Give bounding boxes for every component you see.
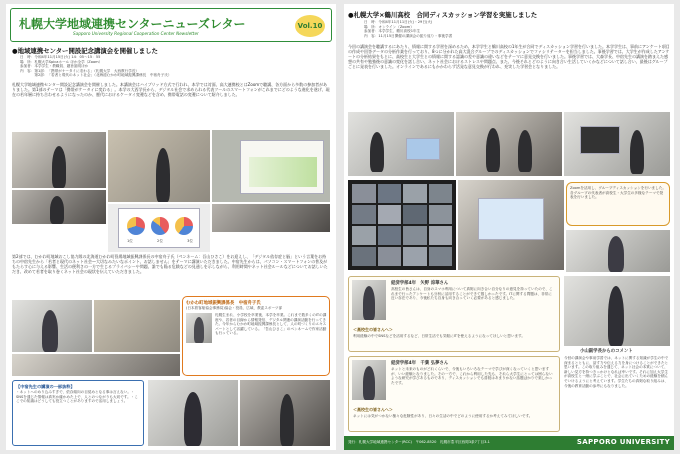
pie-chart	[175, 217, 193, 235]
survey-charts-photo	[108, 204, 210, 252]
meta-line: 第2部：「若者と現代のネット社会」（北海道むかわ町地域振興課係長 中宿舟子氏）	[20, 73, 172, 78]
classroom-monitor-photo	[564, 112, 670, 176]
zoom-callout	[566, 182, 670, 226]
newsletter-page-1	[6, 4, 336, 450]
slide-photo	[212, 130, 330, 202]
audience-wide-photo	[12, 354, 180, 376]
speaker-closing-photo	[240, 380, 330, 446]
lecture-photo	[12, 132, 106, 188]
comment-sub-body: 利用経験の中でSNSなどを活用するなど、日常生活でも気軽にITを使えるようになってほしいと思います。	[353, 334, 525, 338]
vp-comment-title: 小山副学長からのコメント	[580, 349, 633, 354]
vp-comment-body: 今回の講演会や事前学習では、ネットに関する知識が学生の中で深まるとともに、話す力や伝える力を身につけることができたと思います。この取り組みを通じて、ネット社会の本質について、新しい見方を持つきっかけとなれば幸いです。それに加え大学生が高校生と一緒に学ぶことで、社会に出ていくための経験を積んでいけるようにと考えています。学生たちの真剣な取り組みは、今後の教育活動の参考にもなりました。	[564, 356, 669, 388]
meta-line: 場 所：札幌大学Spicaホール ほか全学（Zoom）	[20, 59, 103, 64]
callout-text: Zoomを活用し、グループディスカッションを行いました。各グループの代表者が高校生・大学生の多様なテーマで発表を行いました。	[570, 186, 666, 200]
volume-badge: Vol.10	[295, 15, 325, 37]
student-photo	[352, 280, 386, 320]
notes-body: ・ネットへのめり込みすぎで、依存傾向の目覚めとなる事は言えない。・SNSを通じた情報は真実か確かめた上で、人とのつながりも大切です。・ここでの知識はどうしても役立つことがありますので活用しましょう。	[16, 390, 138, 404]
presentation-photo	[458, 180, 564, 270]
audience-photo	[212, 204, 330, 232]
speaker-portrait-photo	[12, 300, 92, 352]
student-photo	[352, 360, 386, 400]
profile-title: むかわ町地域振興課係長 中宿舟子氏	[186, 301, 261, 306]
event-meta	[20, 55, 240, 78]
vice-president-photo	[564, 276, 670, 346]
comment-subheading: ＜高校生の皆さんへ＞	[353, 407, 393, 412]
newsletter-page-2	[344, 4, 674, 450]
intro-paragraph: 札幌大学地域連携センター開設記念講演会を開催しました。本講演会はハイブリッド方式で行われ、本学では対面、高大連携校とはZoomで聴講、各方面から多数の参加者がありました。第1部のテーマは「携帯がケータイに変わる」。本学の大西学長から、デジタル社会で求められる代表ツールのスマートフォンがこれまでにどのような進化を遂げ、現在の若年層に持ち合わせるようになったのか、歴代におけるケータイ変遷などを含め、携帯電話の変遷について紹介しました。	[12, 82, 330, 97]
profile-body: 札幌生まれ、小学校を卒業後、本学を卒業。これまで数多くのITの講座や、若者の目線から情報発信、デジタル関連の講演活動を行ってきた。今年からむかわ町地域振興課係長として、人の町づくりのエキスパートとして活躍している。「吾山ひさこ」のペンネームで作家活動も行っている。	[215, 313, 327, 336]
speaker-stage-photo	[148, 380, 238, 446]
speaker-profile-box	[182, 296, 330, 376]
teacher-photo	[566, 230, 670, 272]
meta-line: 内 容：第1部：「携帯がケータイに変わる」（札幌大学 大西教行学長）	[20, 68, 140, 73]
lecture-hall-photo	[108, 130, 210, 202]
chart-label: 1位	[127, 239, 133, 243]
comment-subheading: ＜高校生の皆さんへ＞	[353, 327, 393, 332]
publisher-info: 発行：札幌大学地域連携センター(RCC) 〒062-8520 札幌市豊平区西岡3条7丁目3-1	[348, 440, 490, 444]
zoom-grid-photo	[348, 180, 456, 270]
profile-photo	[186, 313, 212, 343]
student-name: 経済学部4年 矢野 涼華さん	[391, 281, 449, 286]
meta-line: 日 時：令和4年11月11日(火)・29日(火)	[364, 20, 433, 24]
student-name: 経済学部4年 千葉 弘夢さん	[391, 361, 449, 366]
meta-line: 日 時：令和4年11月15日(火) 14：05～15：55	[20, 55, 101, 59]
speaker-photo	[12, 190, 106, 224]
newsletter-subtitle: Sapporo University Regional Cooperation Center Newsletter	[73, 31, 199, 36]
meta-line: 内 容：11月15日開催の講演会の振り返り・事後学習	[364, 33, 453, 38]
chart-label: 3位	[187, 239, 193, 243]
classroom-photo	[94, 300, 180, 352]
student-comment: 高校生の皆さんは、自身のスマホ利用について真剣に向き合い自分なりの意見を持っていたので、これまで行ったアンケートも分析に活用することができて嬉しかったです。ITに関する問題は、非常に近い存在であり、今後私たち自身も向き合っていく必要があると感じました。	[391, 287, 553, 301]
meta-line: 場 所：オンライン（Zoom）	[364, 24, 414, 29]
event-meta	[364, 20, 584, 38]
student-comment: ネットと未来のものがどれくらいで、今後もいろいろなテーマで学びが深くなっていくと思いますが、いい経験となりました。その一方で、これから利用した先も、それら大学生にとっては困らないような研究が学びあるものであり、ディスカッションでも普段はあまりかない話題ばかりで楽しかったです。	[391, 367, 553, 385]
chart-label: 2位	[157, 239, 163, 243]
university-logo-text: SAPPORO UNIVERSITY	[576, 438, 670, 446]
intro-paragraph: 今回の講演会を聴講するにあたり、情報に関する学習を深めるため、本学学生と鶴川高校の1年生が合同でディスカッション学習を行いました。本学学生は、事前にアンケート項目の作成や回答データの分析作業を行っており、8つに分かれた高大混合グループでのディスカッションでファシリテーターを担当しました。事後学習では、大学生が作成したアンケートの分析結果をもとに、高校生と大学生との情報に関する認識の差や意識の違いなどをテーマに意見交換を行いました。事後学習では、大森学長、中宿先生の講演を踏まえた感想の共有や勉強後の意識の変化を話し合い、ネット社会におけるストレスや問題点、また、今後それとどのように向き合い生活していくかなどについて話し合い、最後はグループごとに発表を行いました。オンラインであるにもかかわらず活発な意見交換が行われ、充実した学習会となりました。	[348, 44, 670, 69]
students-laptop-photo	[456, 112, 562, 176]
section-title: ●札幌大学×鶴川高校 合同ディスカッション学習を実施しました	[348, 11, 538, 19]
student-comment-2	[348, 356, 560, 432]
newsletter-title: 札幌大学地域連携センターニューズレター	[19, 17, 246, 31]
pie-chart	[151, 217, 169, 235]
lecture-notes-box	[12, 380, 144, 446]
meta-line: 参加者：本学学生・教職員、趣旨説明ほか	[20, 64, 89, 69]
newsletter-header	[10, 8, 332, 42]
section-title: ●地域連携センター開設記念講演会を開催しました	[12, 47, 158, 55]
discussion-photo	[348, 112, 454, 176]
profile-subtitle: (日本旅客船協会事務局)協会・役員、広域、教委スポーツ部	[186, 306, 283, 310]
comment-sub-body: ネットには気がつかない様々な危険性があり、日々の生活の中でどのように使用するか考えてみてほしいです。	[353, 414, 533, 418]
student-comment-1	[348, 276, 560, 352]
meta-line: 参加者：本学学生、鶴川高校1年生	[364, 29, 421, 34]
notes-title: 【中宿先生の講演の一部抜粋】	[16, 384, 75, 389]
part2-paragraph: 第2部では、むかわ町地域おこし協力隊の北海道むかわ町役場地域振興課係長の中宿舟子氏（ペンネーム：吾山ひさこ）をお迎えし、「デジタル依存症と脳」という言葉をお持ちの中宿先生から「若者と現代のネット社会—大切なみたいなポイント、お話しません」をテーマに講演いただきました。中宿先生からは、パソコン・スマートフォンの普及がもたらす心に与える影響、生活の便利さの一方で生じるプライバシーや問題、誰でも陥る危険などの見通しを示しながら、利用時間やネット社会ルールなどについてお話しいただき、改めて若者を取り巻くネット社会の現状を伝えていただきました。	[12, 254, 328, 274]
newsletter-footer	[344, 436, 674, 450]
pie-chart	[127, 217, 145, 235]
